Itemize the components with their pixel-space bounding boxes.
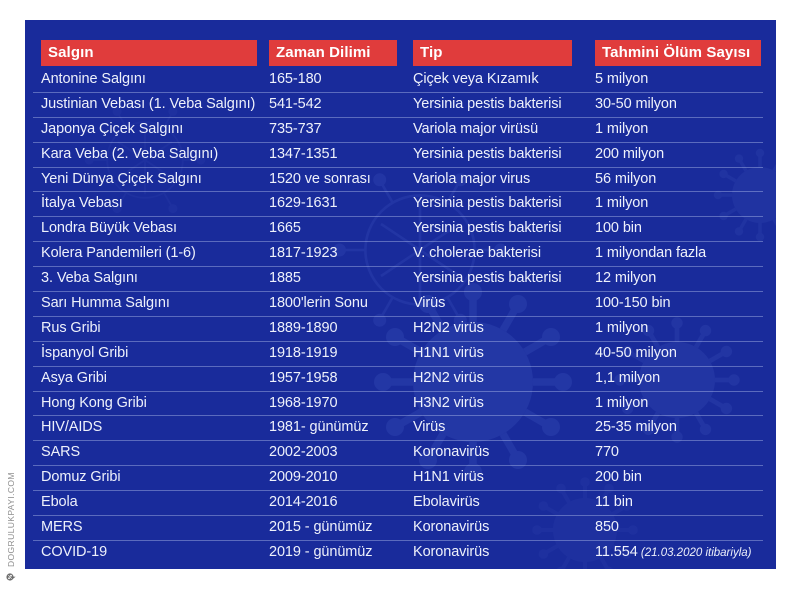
cell-deaths-value: 100 bin — [595, 220, 642, 237]
table-row — [33, 242, 763, 267]
cell-period: 2019 - günümüz — [269, 543, 373, 560]
cell-deaths — [595, 392, 763, 416]
side-credit — [6, 412, 16, 582]
cell-type: H3N2 virüs — [413, 394, 484, 411]
cell-deaths-value: 11.554 — [595, 543, 638, 560]
cell-period: 1347-1351 — [269, 145, 338, 162]
cell-deaths — [595, 118, 763, 142]
table-row — [33, 342, 763, 367]
cell-deaths — [595, 342, 763, 366]
cell-type: Yersinia pestis bakterisi — [413, 220, 562, 237]
cell-type: Virüs — [413, 419, 446, 436]
cell-period: 1889-1890 — [269, 319, 338, 336]
cell-deaths — [595, 541, 763, 566]
cell-name: SARS — [41, 444, 81, 461]
cell-type: Virüs — [413, 295, 446, 312]
cell-type: Koronavirüs — [413, 519, 490, 536]
table-row — [33, 143, 763, 168]
cell-name: Japonya Çiçek Salgını — [41, 120, 184, 137]
cell-deaths-value: 1 milyon — [595, 394, 649, 411]
cell-period: 735-737 — [269, 120, 322, 137]
cell-period: 1800'lerin Sonu — [269, 295, 368, 312]
cell-name: Justinian Vebası (1. Veba Salgını) — [41, 95, 256, 112]
cell-name: Kara Veba (2. Veba Salgını) — [41, 145, 219, 162]
cell-period: 2002-2003 — [269, 444, 338, 461]
table-rows — [33, 68, 763, 566]
cell-period: 1885 — [269, 270, 301, 287]
cell-deaths — [595, 367, 763, 391]
table-row — [33, 367, 763, 392]
cell-type: H2N2 virüs — [413, 319, 484, 336]
cell-deaths — [595, 441, 763, 465]
column-header-zaman: Zaman Dilimi — [269, 40, 397, 66]
cell-name: Londra Büyük Vebası — [41, 220, 177, 237]
cell-type: H1N1 virüs — [413, 469, 484, 486]
cell-name: 3. Veba Salgını — [41, 270, 138, 287]
cell-deaths — [595, 192, 763, 216]
cell-name: Antonine Salgını — [41, 71, 146, 87]
table-row — [33, 217, 763, 242]
table-row — [33, 118, 763, 143]
cell-deaths-value: 12 milyon — [595, 270, 657, 287]
cell-name: İtalya Vebası — [41, 195, 123, 212]
cell-deaths — [595, 242, 763, 266]
cell-name: İspanyol Gribi — [41, 344, 129, 361]
cell-deaths-value: 200 bin — [595, 469, 642, 486]
cell-period: 1918-1919 — [269, 344, 338, 361]
table-row — [33, 292, 763, 317]
cell-deaths-value: 30-50 milyon — [595, 95, 677, 112]
cell-deaths — [595, 168, 763, 192]
cell-deaths-value: 770 — [595, 444, 619, 461]
dogrulukpayi-logo-icon — [6, 572, 16, 582]
cell-type: H1N1 virüs — [413, 344, 484, 361]
table-panel — [25, 20, 776, 569]
cell-type: Variola major virüsü — [413, 120, 539, 137]
cell-deaths-value: 100-150 bin — [595, 295, 671, 312]
cell-name: Domuz Gribi — [41, 469, 121, 486]
table-row — [33, 168, 763, 193]
cell-deaths-value: 25-35 milyon — [595, 419, 677, 436]
cell-type: Variola major virus — [413, 170, 531, 187]
table-row — [33, 516, 763, 541]
cell-name: COVID-19 — [41, 543, 108, 560]
cell-deaths-value: 1,1 milyon — [595, 369, 661, 386]
table-row — [33, 68, 763, 93]
cell-period: 2015 - günümüz — [269, 519, 373, 536]
column-header-salgin: Salgın — [41, 40, 257, 66]
cell-name: Ebola — [41, 494, 78, 511]
cell-period: 541-542 — [269, 95, 322, 112]
cell-deaths — [595, 516, 763, 540]
cell-type: Koronavirüs — [413, 444, 490, 461]
table-row — [33, 317, 763, 342]
cell-period: 1629-1631 — [269, 195, 338, 212]
table-row — [33, 267, 763, 292]
cell-deaths — [595, 491, 763, 515]
cell-deaths-value: 11 bin — [595, 494, 633, 511]
table-row — [33, 441, 763, 466]
cell-type: Yersinia pestis bakterisi — [413, 145, 562, 162]
table-row — [33, 541, 763, 566]
side-credit-text: DOGRULUKPAYI.COM — [6, 472, 16, 567]
cell-type: Çiçek veya Kızamık — [413, 71, 539, 87]
table-row — [33, 491, 763, 516]
cell-deaths — [595, 466, 763, 490]
cell-deaths-value: 1 milyon — [595, 120, 649, 137]
cell-name: HIV/AIDS — [41, 419, 103, 436]
cell-type: Ebolavirüs — [413, 494, 480, 511]
cell-name: Yeni Dünya Çiçek Salgını — [41, 170, 202, 187]
cell-name: Asya Gribi — [41, 369, 107, 386]
cell-deaths-value: 1 milyon — [595, 195, 649, 212]
cell-period: 1981- günümüz — [269, 419, 369, 436]
cell-deaths — [595, 317, 763, 341]
cell-type: Yersinia pestis bakterisi — [413, 270, 562, 287]
cell-deaths-value: 1 milyon — [595, 319, 649, 336]
cell-period: 2014-2016 — [269, 494, 338, 511]
cell-deaths-value: 5 milyon — [595, 71, 649, 87]
cell-period: 165-180 — [269, 71, 322, 87]
cell-name: Kolera Pandemileri (1-6) — [41, 245, 196, 262]
cell-deaths — [595, 416, 763, 440]
cell-deaths-value: 56 milyon — [595, 170, 657, 187]
cell-name: Rus Gribi — [41, 319, 101, 336]
cell-name: Hong Kong Gribi — [41, 394, 147, 411]
cell-deaths-value: 40-50 milyon — [595, 344, 677, 361]
cell-type: V. cholerae bakterisi — [413, 245, 541, 262]
cell-deaths — [595, 217, 763, 241]
cell-type: Yersinia pestis bakterisi — [413, 95, 562, 112]
table-row — [33, 466, 763, 491]
table-row — [33, 93, 763, 118]
cell-deaths-note: (21.03.2020 itibariyla) — [637, 546, 752, 559]
table-row — [33, 392, 763, 417]
cell-period: 2009-2010 — [269, 469, 338, 486]
cell-type: Koronavirüs — [413, 543, 490, 560]
column-header-tip: Tip — [413, 40, 572, 66]
cell-period: 1665 — [269, 220, 301, 237]
cell-deaths — [595, 93, 763, 117]
cell-deaths — [595, 143, 763, 167]
cell-deaths-value: 200 milyon — [595, 145, 665, 162]
table-header-row — [33, 40, 763, 66]
cell-period: 1817-1923 — [269, 245, 338, 262]
cell-period: 1968-1970 — [269, 394, 338, 411]
cell-name: MERS — [41, 519, 83, 536]
cell-deaths — [595, 68, 763, 92]
cell-type: H2N2 virüs — [413, 369, 484, 386]
cell-name: Sarı Humma Salgını — [41, 295, 170, 312]
table-row — [33, 416, 763, 441]
column-header-olum: Tahmini Ölüm Sayısı — [595, 40, 761, 66]
cell-type: Yersinia pestis bakterisi — [413, 195, 562, 212]
cell-period: 1520 ve sonrası — [269, 170, 371, 187]
cell-period: 1957-1958 — [269, 369, 338, 386]
cell-deaths-value: 850 — [595, 519, 619, 536]
cell-deaths-value: 1 milyondan fazla — [595, 245, 707, 262]
cell-deaths — [595, 267, 763, 291]
cell-deaths — [595, 292, 763, 316]
table-row — [33, 192, 763, 217]
